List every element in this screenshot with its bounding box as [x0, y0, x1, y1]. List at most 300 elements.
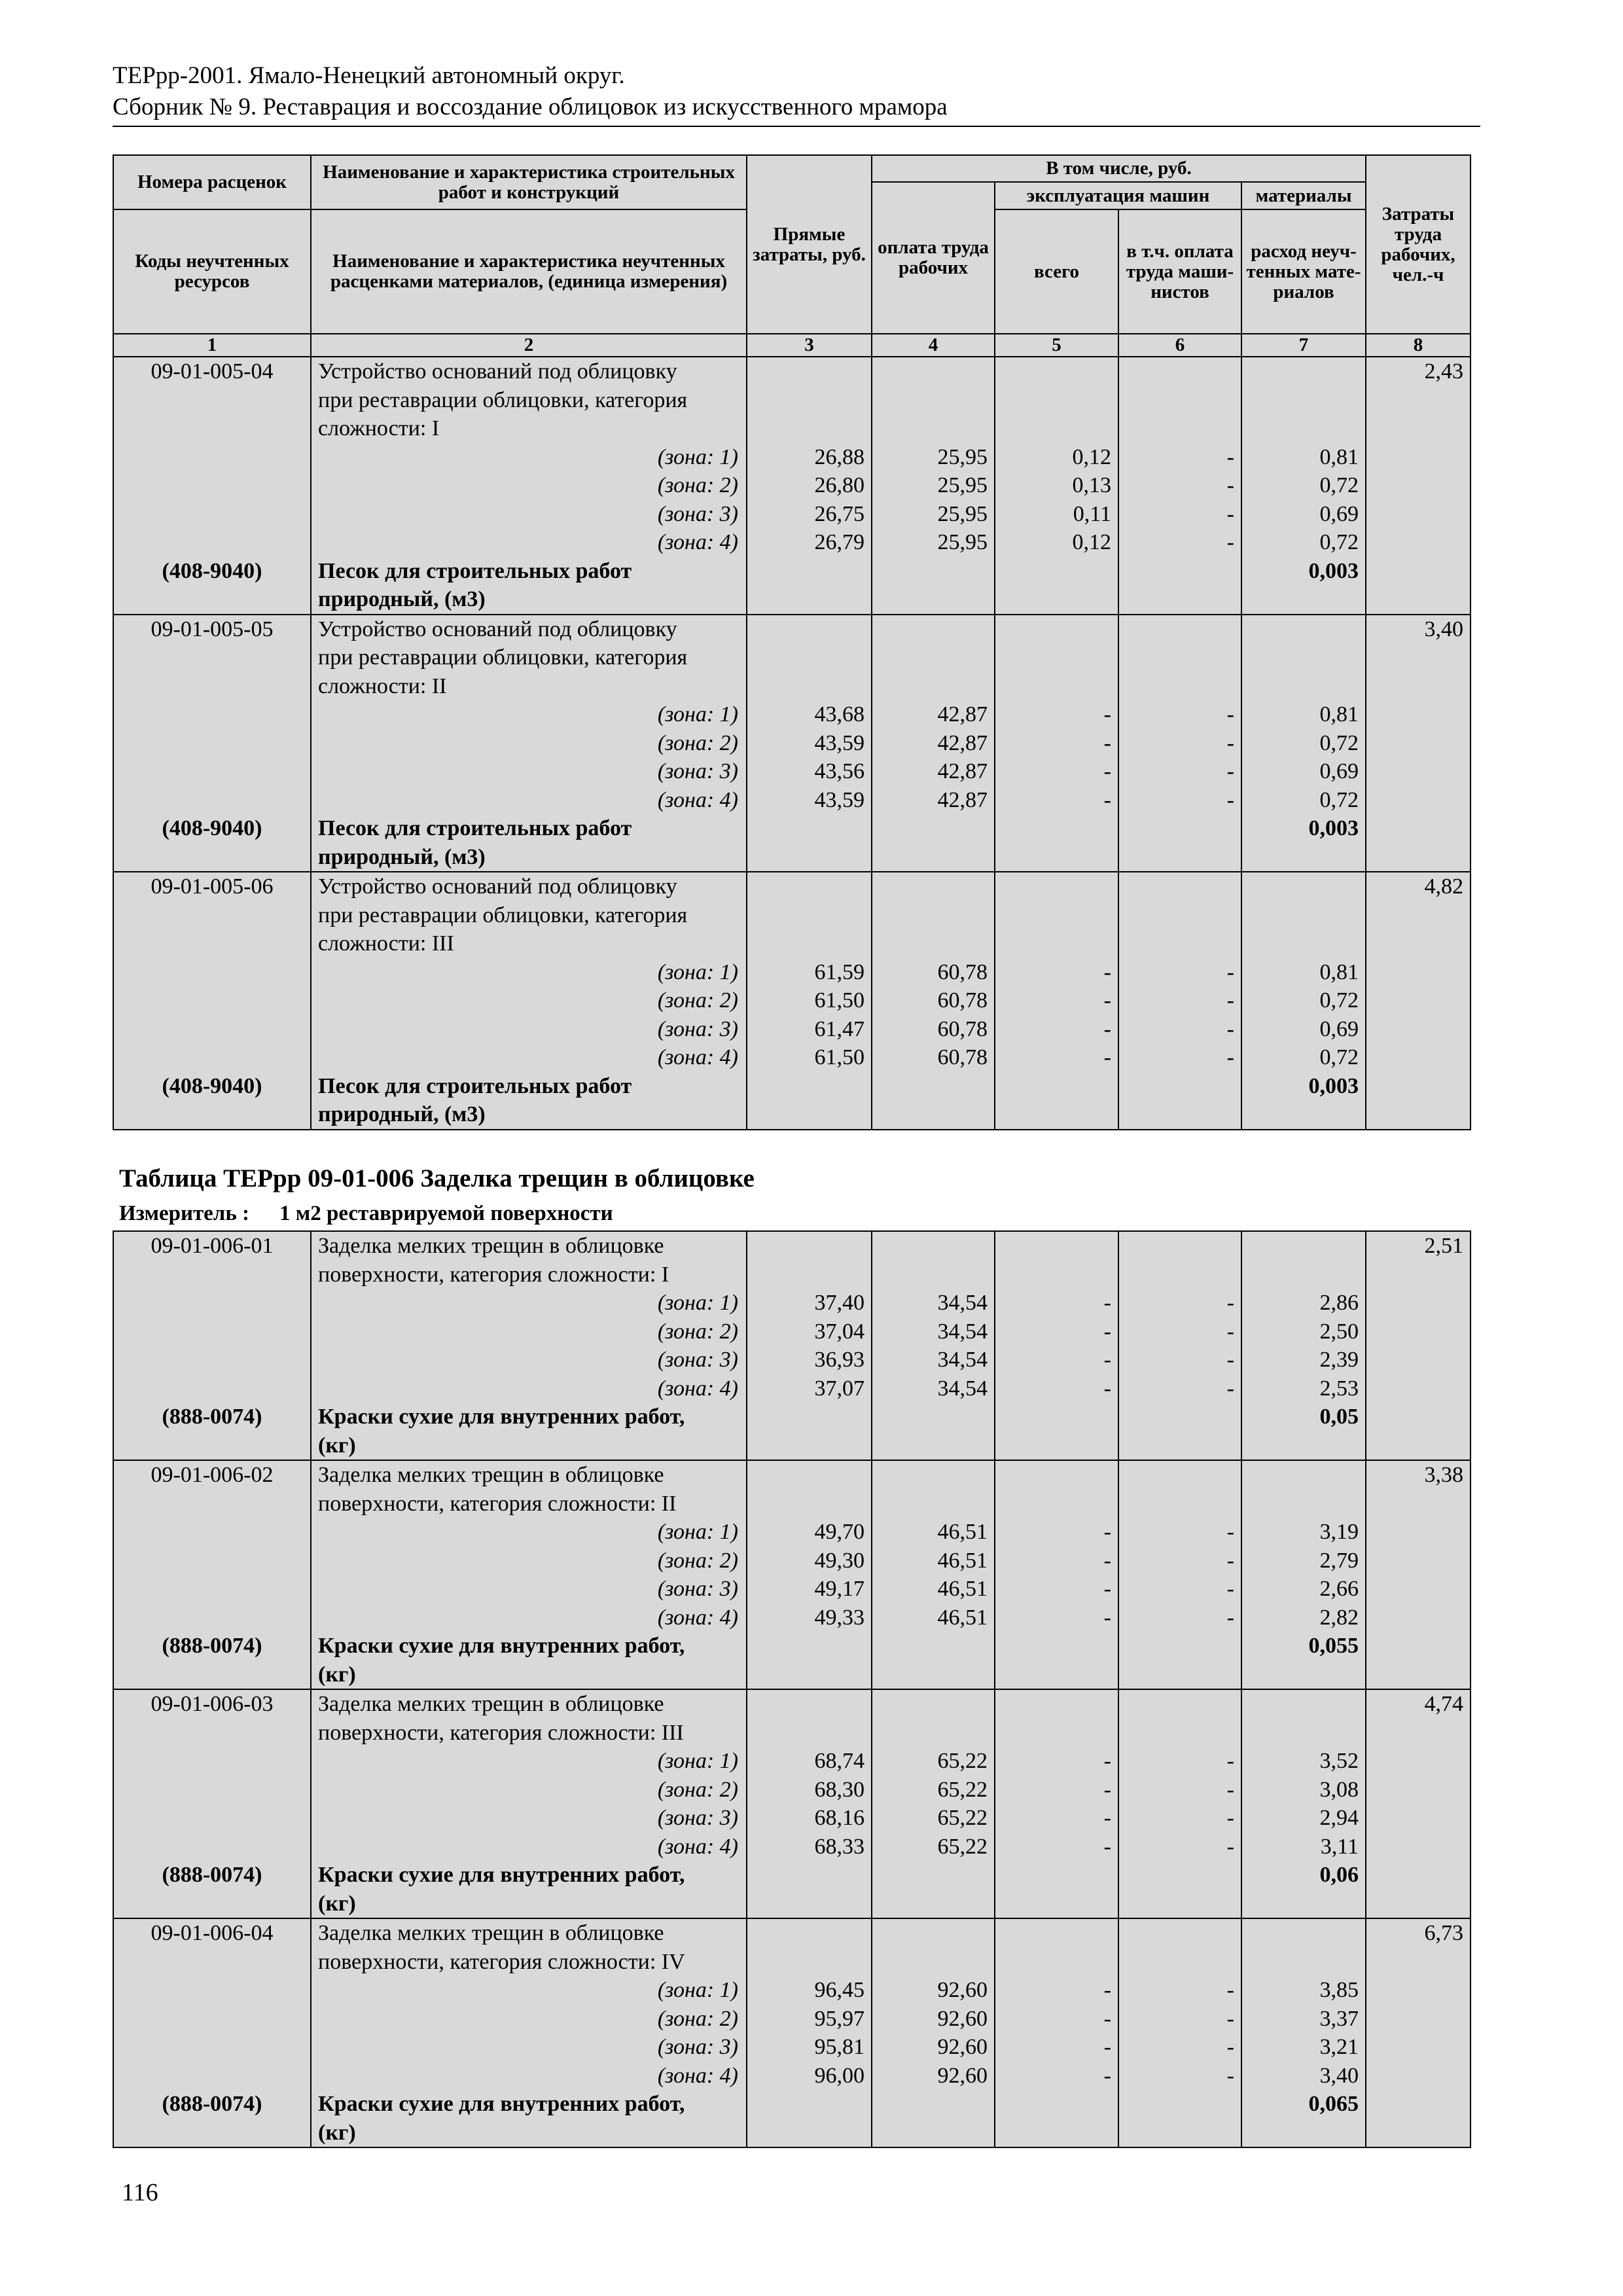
empty-cell — [1241, 386, 1366, 415]
machinist-pay: - — [1118, 528, 1241, 557]
zone-label: (зона: 3) — [311, 500, 747, 529]
empty-cell — [1118, 843, 1241, 872]
zone-row — [113, 1043, 1471, 1072]
empty-cell — [872, 1490, 995, 1518]
empty-cell — [1366, 386, 1471, 415]
resource-row — [113, 1072, 1471, 1101]
machines-total: - — [995, 2062, 1118, 2090]
zone-row — [113, 2005, 1471, 2034]
empty-cell — [1366, 1490, 1471, 1518]
empty-cell — [747, 901, 872, 930]
zone-label: (зона: 4) — [311, 1833, 747, 1861]
resource-row — [113, 1403, 1471, 1431]
zone-row — [113, 2033, 1471, 2062]
empty-cell — [1241, 1490, 1366, 1518]
empty-cell — [1366, 1776, 1471, 1804]
rates-table-1 — [113, 154, 1471, 1130]
rate-code: 09-01-006-01 — [113, 1231, 311, 1261]
resource-name: (кг) — [311, 1660, 747, 1690]
worker-pay: 60,78 — [872, 1015, 995, 1044]
work-description: Заделка мелких трещин в облицовке — [311, 1231, 747, 1261]
resource-name: Песок для строительных работ — [311, 1072, 747, 1101]
empty-cell — [1118, 643, 1241, 672]
empty-cell — [1241, 1100, 1366, 1130]
work-description: при реставрации облицовки, категория — [311, 386, 747, 415]
resource-code: (888-0074) — [113, 1861, 311, 1890]
direct-cost: 43,59 — [747, 786, 872, 815]
empty-cell — [872, 929, 995, 958]
machines-total: - — [995, 1776, 1118, 1804]
materials-cost: 2,86 — [1241, 1289, 1366, 1318]
machinist-pay: - — [1118, 1374, 1241, 1403]
empty-cell — [1366, 901, 1471, 930]
empty-cell — [113, 1318, 311, 1346]
materials-cost: 0,69 — [1241, 500, 1366, 529]
empty-cell — [1366, 1289, 1471, 1318]
worker-pay: 25,95 — [872, 471, 995, 500]
rate-code: 09-01-005-04 — [113, 357, 311, 386]
work-description: Заделка мелких трещин в облицовке — [311, 1689, 747, 1719]
empty-cell — [747, 1072, 872, 1101]
empty-cell — [1118, 1100, 1241, 1130]
empty-cell — [747, 357, 872, 386]
direct-cost: 95,97 — [747, 2005, 872, 2034]
worker-pay: 92,60 — [872, 2062, 995, 2090]
direct-cost: 26,80 — [747, 471, 872, 500]
header-rate-numbers: Номера расценок — [113, 155, 311, 209]
empty-cell — [872, 1632, 995, 1660]
materials-cost: 2,94 — [1241, 1804, 1366, 1833]
materials-cost: 0,72 — [1241, 786, 1366, 815]
worker-pay: 46,51 — [872, 1518, 995, 1547]
empty-cell — [1118, 814, 1241, 843]
empty-cell — [1241, 1660, 1366, 1690]
resource-row — [113, 1632, 1471, 1660]
col-number: 1 — [113, 334, 311, 357]
direct-cost: 37,40 — [747, 1289, 872, 1318]
empty-cell — [1366, 929, 1471, 958]
empty-cell — [995, 1918, 1118, 1948]
zone-row — [113, 729, 1471, 758]
resource-code: (888-0074) — [113, 2090, 311, 2119]
machines-total: - — [995, 2033, 1118, 2062]
worker-pay: 25,95 — [872, 528, 995, 557]
empty-cell — [872, 1918, 995, 1948]
empty-cell — [872, 2119, 995, 2148]
empty-cell — [113, 929, 311, 958]
empty-cell — [1241, 672, 1366, 701]
work-description: поверхности, категория сложности: II — [311, 1490, 747, 1518]
empty-cell — [1118, 872, 1241, 901]
empty-cell — [1241, 929, 1366, 958]
empty-cell — [113, 1976, 311, 2005]
empty-cell — [113, 672, 311, 701]
resource-row — [113, 843, 1471, 872]
resource-row — [113, 814, 1471, 843]
resource-name: (кг) — [311, 2119, 747, 2148]
materials-cost: 0,72 — [1241, 986, 1366, 1015]
empty-cell — [995, 1948, 1118, 1977]
table-body-1 — [113, 357, 1471, 1130]
empty-cell — [1118, 1918, 1241, 1948]
empty-cell — [1366, 814, 1471, 843]
worker-pay: 25,95 — [872, 443, 995, 472]
empty-cell — [1366, 843, 1471, 872]
header-material-consumption: расход неуч- тенных мате- риалов — [1241, 209, 1366, 334]
materials-cost: 2,50 — [1241, 1318, 1366, 1346]
empty-cell — [113, 901, 311, 930]
empty-cell — [872, 357, 995, 386]
zone-label: (зона: 3) — [311, 1346, 747, 1374]
materials-cost: 2,66 — [1241, 1575, 1366, 1604]
machines-total: 0,12 — [995, 443, 1118, 472]
table-row — [113, 357, 1471, 386]
zone-label: (зона: 3) — [311, 1804, 747, 1833]
resource-name: (кг) — [311, 1431, 747, 1461]
direct-cost: 96,00 — [747, 2062, 872, 2090]
empty-cell — [1366, 1015, 1471, 1044]
materials-cost: 2,53 — [1241, 1374, 1366, 1403]
empty-cell — [1118, 1689, 1241, 1719]
col-number: 8 — [1366, 334, 1471, 357]
machinist-pay: - — [1118, 1318, 1241, 1346]
zone-label: (зона: 2) — [311, 1318, 747, 1346]
header-material-name: Наименование и характеристика неучтенных расценками материалов, (единица измерения) — [311, 209, 747, 334]
empty-cell — [1366, 1604, 1471, 1632]
zone-label: (зона: 1) — [311, 1289, 747, 1318]
empty-cell — [872, 814, 995, 843]
resource-quantity: 0,065 — [1241, 2090, 1366, 2119]
resource-name: Песок для строительных работ — [311, 557, 747, 586]
empty-cell — [113, 1833, 311, 1861]
machinist-pay: - — [1118, 1346, 1241, 1374]
zone-label: (зона: 2) — [311, 986, 747, 1015]
empty-cell — [1118, 901, 1241, 930]
empty-cell — [1118, 1890, 1241, 1919]
col-number: 5 — [995, 334, 1118, 357]
machines-total: - — [995, 1747, 1118, 1776]
resource-code: (408-9040) — [113, 814, 311, 843]
empty-cell — [1366, 958, 1471, 987]
empty-cell — [113, 471, 311, 500]
materials-cost: 0,72 — [1241, 1043, 1366, 1072]
materials-cost: 0,81 — [1241, 443, 1366, 472]
zone-row — [113, 1776, 1471, 1804]
empty-cell — [113, 386, 311, 415]
table-title: Таблица ТЕРрр 09-01-006 Заделка трещин в облицовке — [119, 1164, 755, 1193]
empty-cell — [747, 585, 872, 615]
empty-cell — [995, 843, 1118, 872]
table-row — [113, 1948, 1471, 1977]
empty-cell — [1366, 1043, 1471, 1072]
resource-name: природный, (м3) — [311, 1100, 747, 1130]
machinist-pay: - — [1118, 2033, 1241, 2062]
work-description: Устройство оснований под облицовку — [311, 357, 747, 386]
empty-cell — [113, 1776, 311, 1804]
materials-cost: 2,79 — [1241, 1547, 1366, 1575]
empty-cell — [1366, 1976, 1471, 2005]
empty-cell — [1366, 1948, 1471, 1977]
empty-cell — [1366, 729, 1471, 758]
empty-cell — [747, 2119, 872, 2148]
direct-cost: 26,88 — [747, 443, 872, 472]
empty-cell — [995, 814, 1118, 843]
empty-cell — [872, 872, 995, 901]
empty-cell — [113, 528, 311, 557]
worker-pay: 25,95 — [872, 500, 995, 529]
empty-cell — [1118, 929, 1241, 958]
zone-label: (зона: 4) — [311, 1604, 747, 1632]
empty-cell — [872, 615, 995, 644]
machinist-pay: - — [1118, 471, 1241, 500]
empty-cell — [995, 1431, 1118, 1461]
empty-cell — [747, 557, 872, 586]
empty-cell — [747, 1918, 872, 1948]
empty-cell — [995, 1660, 1118, 1690]
header-machines: эксплуатация машин — [995, 182, 1241, 209]
empty-cell — [995, 1632, 1118, 1660]
zone-label: (зона: 4) — [311, 1374, 747, 1403]
header-line-2: Сборник № 9. Реставрация и воссоздание облицовок из искусственного мрамора — [113, 94, 948, 120]
machinist-pay: - — [1118, 1804, 1241, 1833]
work-description: поверхности, категория сложности: IV — [311, 1948, 747, 1977]
table-row — [113, 872, 1471, 901]
empty-cell — [995, 1072, 1118, 1101]
machines-total: - — [995, 1833, 1118, 1861]
empty-cell — [747, 386, 872, 415]
zone-row — [113, 700, 1471, 729]
zone-label: (зона: 3) — [311, 1575, 747, 1604]
zone-label: (зона: 1) — [311, 700, 747, 729]
empty-cell — [995, 386, 1118, 415]
empty-cell — [747, 672, 872, 701]
empty-cell — [995, 1890, 1118, 1919]
empty-cell — [1366, 557, 1471, 586]
direct-cost: 43,68 — [747, 700, 872, 729]
resource-name: Краски сухие для внутренних работ, — [311, 1403, 747, 1431]
materials-cost: 0,69 — [1241, 757, 1366, 786]
direct-cost: 37,04 — [747, 1318, 872, 1346]
empty-cell — [113, 414, 311, 443]
resource-row — [113, 1861, 1471, 1890]
labor-cost: 3,38 — [1366, 1460, 1471, 1490]
materials-cost: 3,21 — [1241, 2033, 1366, 2062]
empty-cell — [1366, 2119, 1471, 2148]
materials-cost: 3,19 — [1241, 1518, 1366, 1547]
zone-row — [113, 1833, 1471, 1861]
direct-cost: 49,70 — [747, 1518, 872, 1547]
zone-label: (зона: 3) — [311, 757, 747, 786]
empty-cell — [872, 843, 995, 872]
empty-cell — [995, 1689, 1118, 1719]
direct-cost: 49,17 — [747, 1575, 872, 1604]
machinist-pay: - — [1118, 700, 1241, 729]
machines-total: - — [995, 1289, 1118, 1318]
worker-pay: 34,54 — [872, 1318, 995, 1346]
machinist-pay: - — [1118, 729, 1241, 758]
empty-cell — [872, 1261, 995, 1289]
zone-row — [113, 1518, 1471, 1547]
rate-code: 09-01-006-03 — [113, 1689, 311, 1719]
machines-total: - — [995, 2005, 1118, 2034]
resource-row — [113, 2119, 1471, 2148]
worker-pay: 60,78 — [872, 1043, 995, 1072]
materials-cost: 0,72 — [1241, 729, 1366, 758]
zone-row — [113, 1604, 1471, 1632]
direct-cost: 43,56 — [747, 757, 872, 786]
empty-cell — [995, 357, 1118, 386]
zone-row — [113, 958, 1471, 987]
empty-cell — [113, 786, 311, 815]
work-description: поверхности, категория сложности: III — [311, 1719, 747, 1748]
worker-pay: 92,60 — [872, 2033, 995, 2062]
worker-pay: 46,51 — [872, 1547, 995, 1575]
labor-cost: 2,51 — [1366, 1231, 1471, 1261]
worker-pay: 65,22 — [872, 1804, 995, 1833]
table-row — [113, 414, 1471, 443]
empty-cell — [113, 1043, 311, 1072]
work-description: сложности: II — [311, 672, 747, 701]
empty-cell — [747, 643, 872, 672]
empty-cell — [1241, 1890, 1366, 1919]
empty-cell — [1366, 672, 1471, 701]
work-description: поверхности, категория сложности: I — [311, 1261, 747, 1289]
materials-cost: 0,81 — [1241, 958, 1366, 987]
empty-cell — [113, 1431, 311, 1461]
direct-cost: 61,59 — [747, 958, 872, 987]
empty-cell — [113, 729, 311, 758]
empty-cell — [872, 1100, 995, 1130]
empty-cell — [747, 843, 872, 872]
table-row — [113, 1918, 1471, 1948]
materials-cost: 0,81 — [1241, 700, 1366, 729]
machinist-pay: - — [1118, 1518, 1241, 1547]
direct-cost: 26,79 — [747, 528, 872, 557]
materials-cost: 2,39 — [1241, 1346, 1366, 1374]
zone-row — [113, 528, 1471, 557]
labor-cost: 2,43 — [1366, 357, 1471, 386]
worker-pay: 34,54 — [872, 1374, 995, 1403]
zone-label: (зона: 2) — [311, 1547, 747, 1575]
empty-cell — [872, 672, 995, 701]
resource-name: Краски сухие для внутренних работ, — [311, 1632, 747, 1660]
empty-cell — [747, 1689, 872, 1719]
empty-cell — [995, 1231, 1118, 1261]
empty-cell — [747, 2090, 872, 2119]
machines-total: - — [995, 1604, 1118, 1632]
empty-cell — [113, 2005, 311, 2034]
direct-cost: 61,47 — [747, 1015, 872, 1044]
zone-label: (зона: 4) — [311, 2062, 747, 2090]
zone-row — [113, 986, 1471, 1015]
empty-cell — [747, 1948, 872, 1977]
machines-total: - — [995, 1575, 1118, 1604]
zone-row — [113, 1575, 1471, 1604]
direct-cost: 96,45 — [747, 1976, 872, 2005]
empty-cell — [113, 700, 311, 729]
materials-cost: 0,72 — [1241, 471, 1366, 500]
zone-label: (зона: 4) — [311, 528, 747, 557]
empty-cell — [1366, 2033, 1471, 2062]
empty-cell — [1241, 615, 1366, 644]
zone-label: (зона: 1) — [311, 958, 747, 987]
empty-cell — [113, 585, 311, 615]
empty-cell — [872, 1072, 995, 1101]
empty-cell — [747, 615, 872, 644]
zone-row — [113, 1747, 1471, 1776]
materials-cost: 3,11 — [1241, 1833, 1366, 1861]
zone-row — [113, 1346, 1471, 1374]
empty-cell — [113, 1261, 311, 1289]
empty-cell — [1366, 1861, 1471, 1890]
empty-cell — [747, 414, 872, 443]
header-direct-costs: Прямые затраты, руб. — [747, 155, 872, 334]
col-number: 3 — [747, 334, 872, 357]
table-row — [113, 615, 1471, 644]
empty-cell — [1366, 1575, 1471, 1604]
empty-cell — [1241, 1948, 1366, 1977]
empty-cell — [872, 1231, 995, 1261]
machinist-pay: - — [1118, 1976, 1241, 2005]
empty-cell — [1366, 700, 1471, 729]
materials-cost: 3,08 — [1241, 1776, 1366, 1804]
worker-pay: 65,22 — [872, 1747, 995, 1776]
worker-pay: 60,78 — [872, 958, 995, 987]
empty-cell — [995, 615, 1118, 644]
zone-row — [113, 1318, 1471, 1346]
zone-label: (зона: 1) — [311, 1518, 747, 1547]
empty-cell — [113, 1660, 311, 1690]
machines-total: - — [995, 786, 1118, 815]
resource-code: (408-9040) — [113, 557, 311, 586]
materials-cost: 3,85 — [1241, 1976, 1366, 2005]
empty-cell — [747, 1861, 872, 1890]
empty-cell — [872, 1719, 995, 1748]
empty-cell — [1366, 986, 1471, 1015]
empty-cell — [1118, 1431, 1241, 1461]
zone-row — [113, 1289, 1471, 1318]
empty-cell — [995, 1460, 1118, 1490]
empty-cell — [1118, 2090, 1241, 2119]
work-description: при реставрации облицовки, категория — [311, 643, 747, 672]
empty-cell — [1241, 1261, 1366, 1289]
header-machines-total: всего — [995, 209, 1118, 334]
empty-cell — [747, 1460, 872, 1490]
empty-cell — [1366, 1518, 1471, 1547]
empty-cell — [1366, 1632, 1471, 1660]
empty-cell — [747, 1632, 872, 1660]
zone-row — [113, 1804, 1471, 1833]
empty-cell — [1366, 1804, 1471, 1833]
resource-name: (кг) — [311, 1890, 747, 1919]
labor-cost: 3,40 — [1366, 615, 1471, 644]
empty-cell — [995, 872, 1118, 901]
worker-pay: 42,87 — [872, 786, 995, 815]
resource-row — [113, 1660, 1471, 1690]
empty-cell — [113, 1015, 311, 1044]
direct-cost: 95,81 — [747, 2033, 872, 2062]
empty-cell — [1118, 2119, 1241, 2148]
empty-cell — [747, 1100, 872, 1130]
worker-pay: 60,78 — [872, 986, 995, 1015]
empty-cell — [113, 500, 311, 529]
materials-cost: 2,82 — [1241, 1604, 1366, 1632]
zone-label: (зона: 2) — [311, 1776, 747, 1804]
machines-total: 0,13 — [995, 471, 1118, 500]
direct-cost: 68,30 — [747, 1776, 872, 1804]
empty-cell — [872, 901, 995, 930]
empty-cell — [1366, 757, 1471, 786]
